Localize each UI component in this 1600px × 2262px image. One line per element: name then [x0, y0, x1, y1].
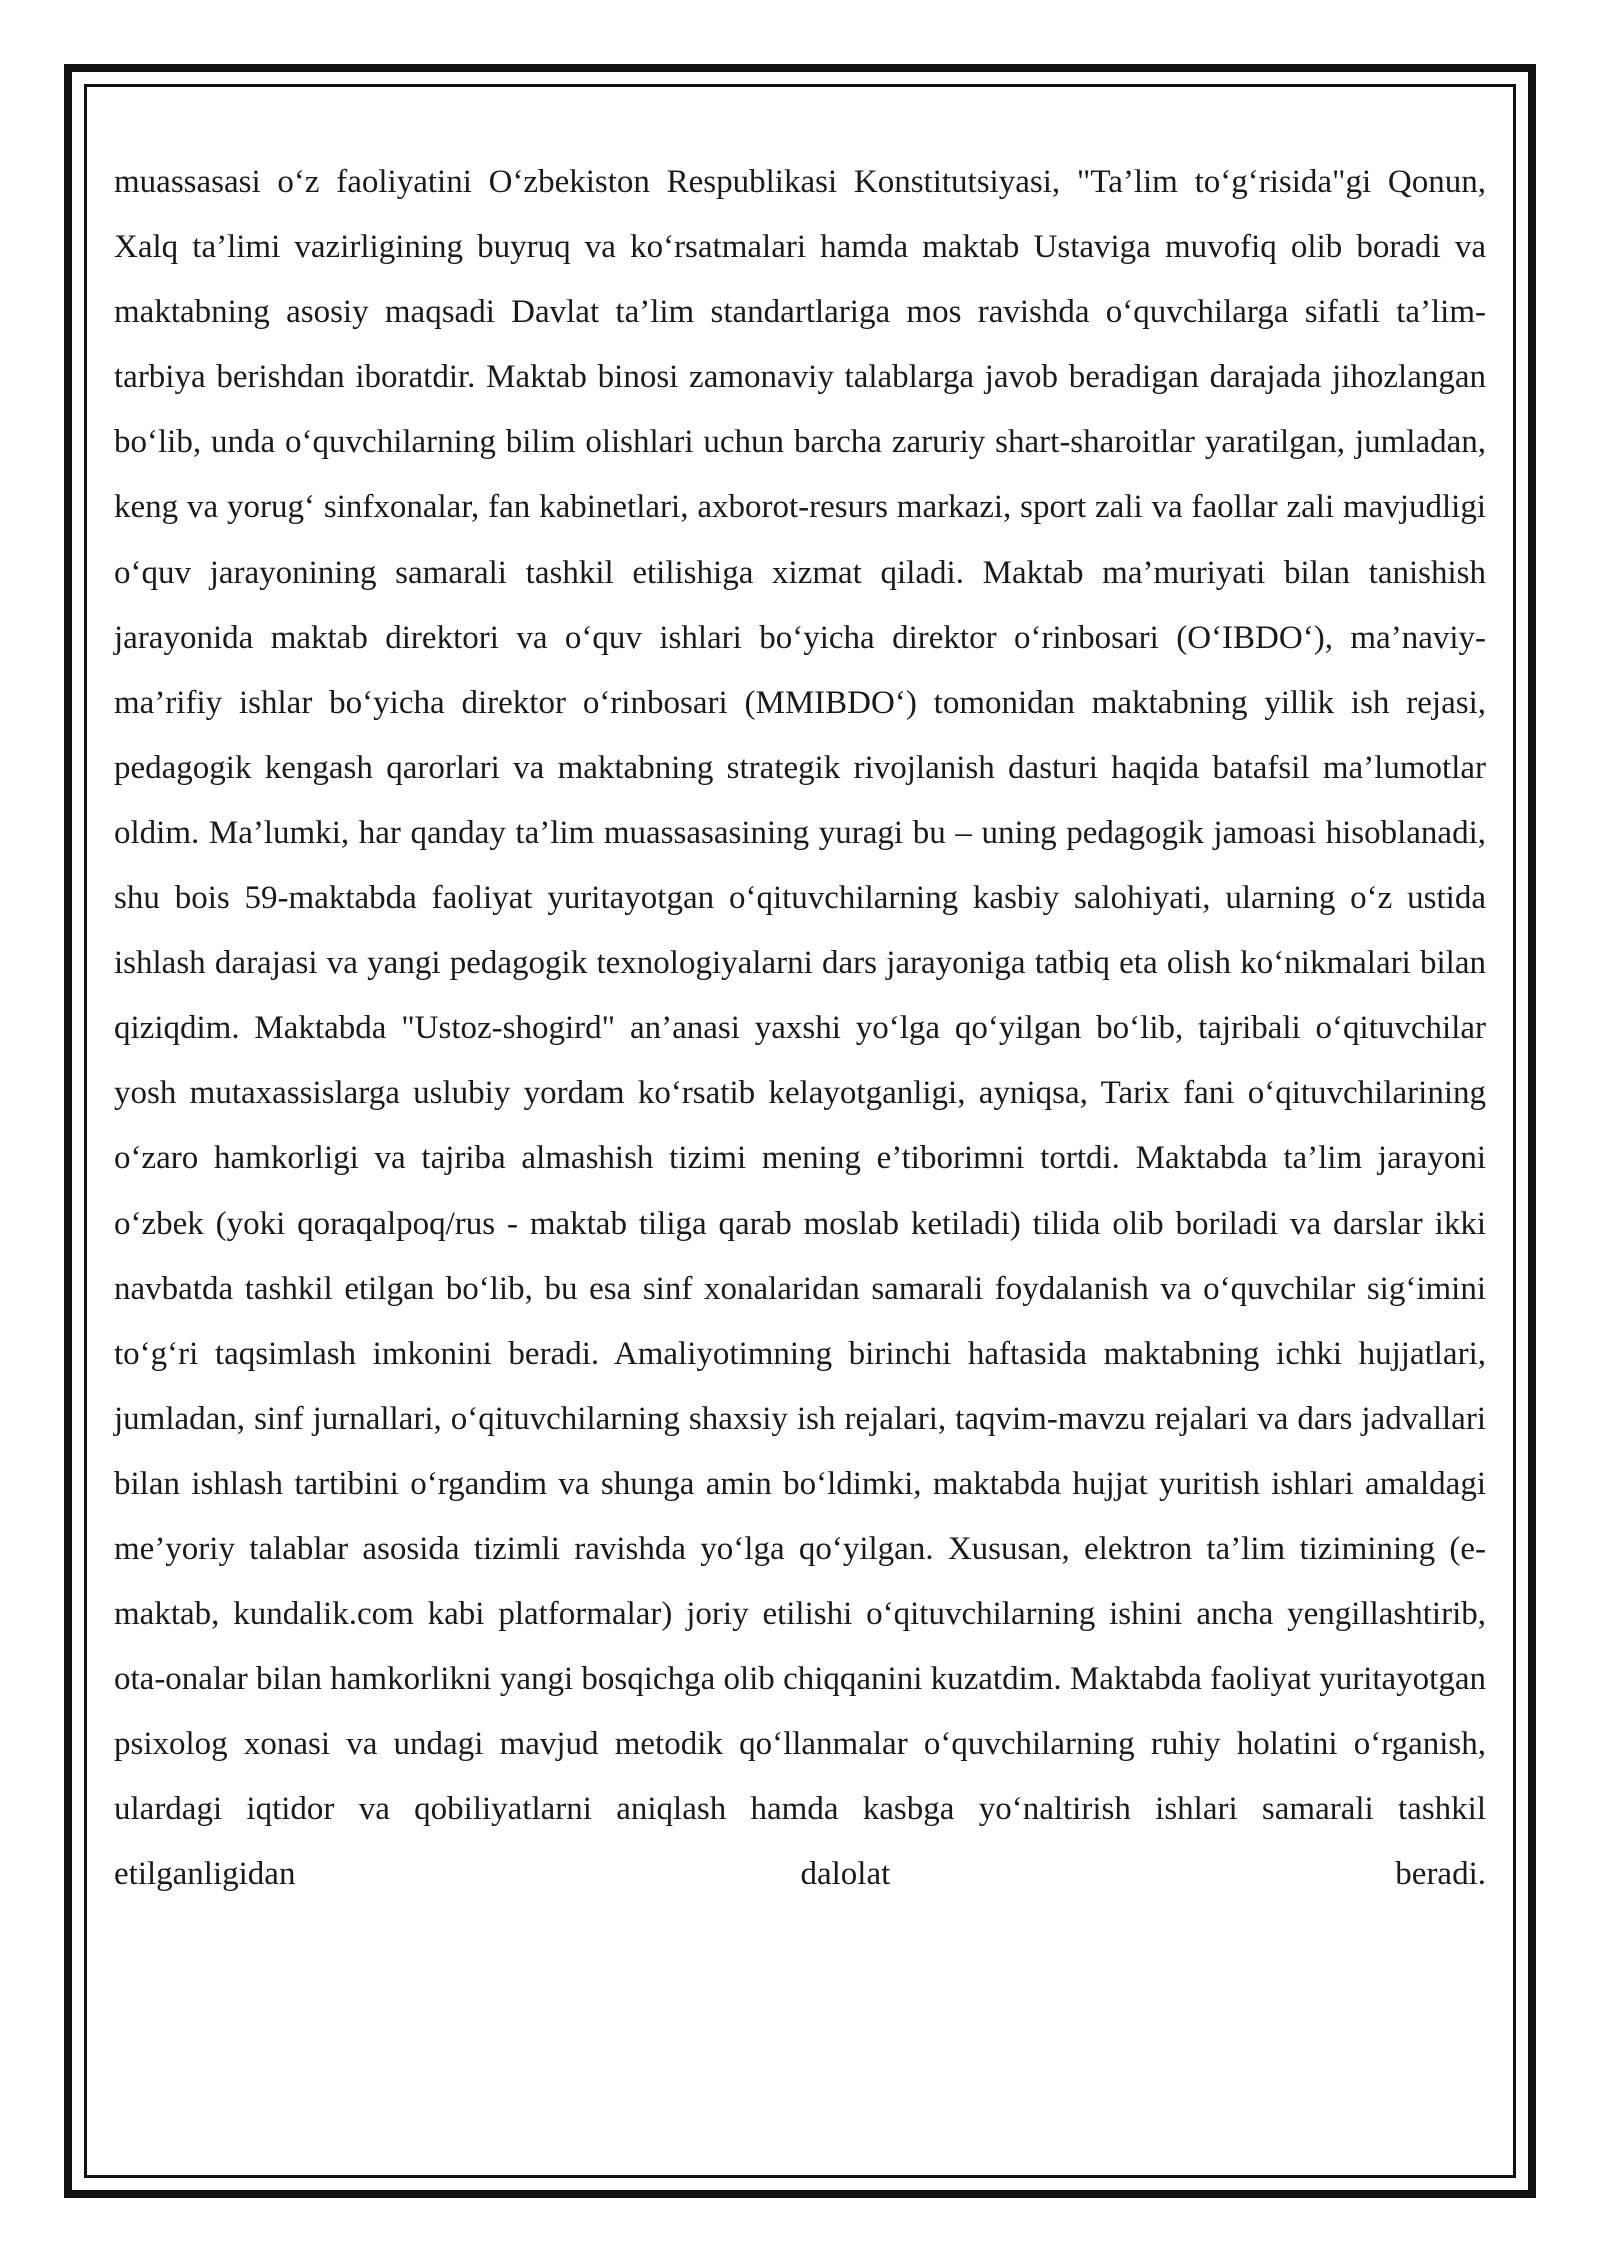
body-paragraph: muassasasi o‘z faoliyatini O‘zbekiston Respublikasi Konstitutsiyasi, "Ta’lim to‘g‘risida"gi Qonun, Xalq ta’limi vazirligining buyruq va ko‘rsatmalari hamda maktab Ustaviga muvofiq olib boradi va maktabning asosiy maqsadi Davlat ta’lim standartlariga mos ravishda o‘quvchilarga sifatli ta’lim-tarbiya berishdan iboratdir. Maktab binosi zamonaviy talablarga javob beradigan darajada jihozlangan bo‘lib, unda o‘quvchilarning bilim olishlari uchun barcha zaruriy shart-sharoitlar yaratilgan, jumladan, keng va yorug‘ sinfxonalar, fan kabinetlari, axborot-resurs markazi, sport zali va faollar zali mavjudligi o‘quv jarayonining samarali tashkil etilishiga xizmat qiladi. Maktab ma’muriyati bilan tanishish jarayonida maktab direktori va o‘quv ishlari bo‘yicha direktor o‘rinbosari (O‘IBDO‘), ma’naviy-ma’rifiy ishlar bo‘yicha direktor o‘rinbosari (MMIBDO‘) tomonidan maktabning yillik ish rejasi, pedagogik kengash qarorlari va maktabning strategik rivojlanish dasturi haqida batafsil ma’lumotlar oldim. Ma’lumki, har qanday ta’lim muassasasining yuragi bu – uning pedagogik jamoasi hisoblanadi, shu bois 59-maktabda faoliyat yuritayotgan o‘qituvchilarning kasbiy salohiyati, ularning o‘z ustida ishlash darajasi va yangi pedagogik texnologiyalarni dars jarayoniga tatbiq eta olish ko‘nikmalari bilan qiziqdim. Maktabda "Ustoz-shogird" an’anasi yaxshi yo‘lga qo‘yilgan bo‘lib, tajribali o‘qituvchilar yosh mutaxassislarga uslubiy yordam ko‘rsatib kelayotganligi, ayniqsa, Tarix fani o‘qituvchilarining o‘zaro hamkorligi va tajriba almashish tizimi mening e’tiborimni tortdi. Maktabda ta’lim jarayoni o‘zbek (yoki qoraqalpoq/rus - maktab tiliga qarab moslab ketiladi) tilida olib boriladi va darslar ikki navbatda tashkil etilgan bo‘lib, bu esa sinf xonalaridan samarali foydalanish va o‘quvchilar sig‘imini to‘g‘ri taqsimlash imkonini beradi. Amaliyotimning birinchi haftasida maktabning ichki hujjatlari, jumladan, sinf jurnallari, o‘qituvchilarning shaxsiy ish rejalari, taqvim-mavzu rejalari va dars jadvallari bilan ishlash tartibini o‘rgandim va shunga amin bo‘ldimki, maktabda hujjat yuritish ishlari amaldagi me’yoriy talablar asosida tizimli ravishda yo‘lga qo‘yilgan. Xususan, elektron ta’lim tizimining (e-maktab, kundalik.com kabi platformalar) joriy etilishi o‘qituvchilarning ishini ancha yengillashtirib, ota-onalar bilan hamkorlikni yangi bosqichga olib chiqqanini kuzatdim. Maktabda faoliyat yuritayotgan psixolog xonasi va undagi mavjud metodik qo‘llanmalar o‘quvchilarning ruhiy holatini o‘rganish, ulardagi iqtidor va qobiliyatlarni aniqlash hamda kasbga yo‘naltirish ishlari samarali tashkil etilganligidan dalolat beradi.	[114, 164, 1486, 1893]
